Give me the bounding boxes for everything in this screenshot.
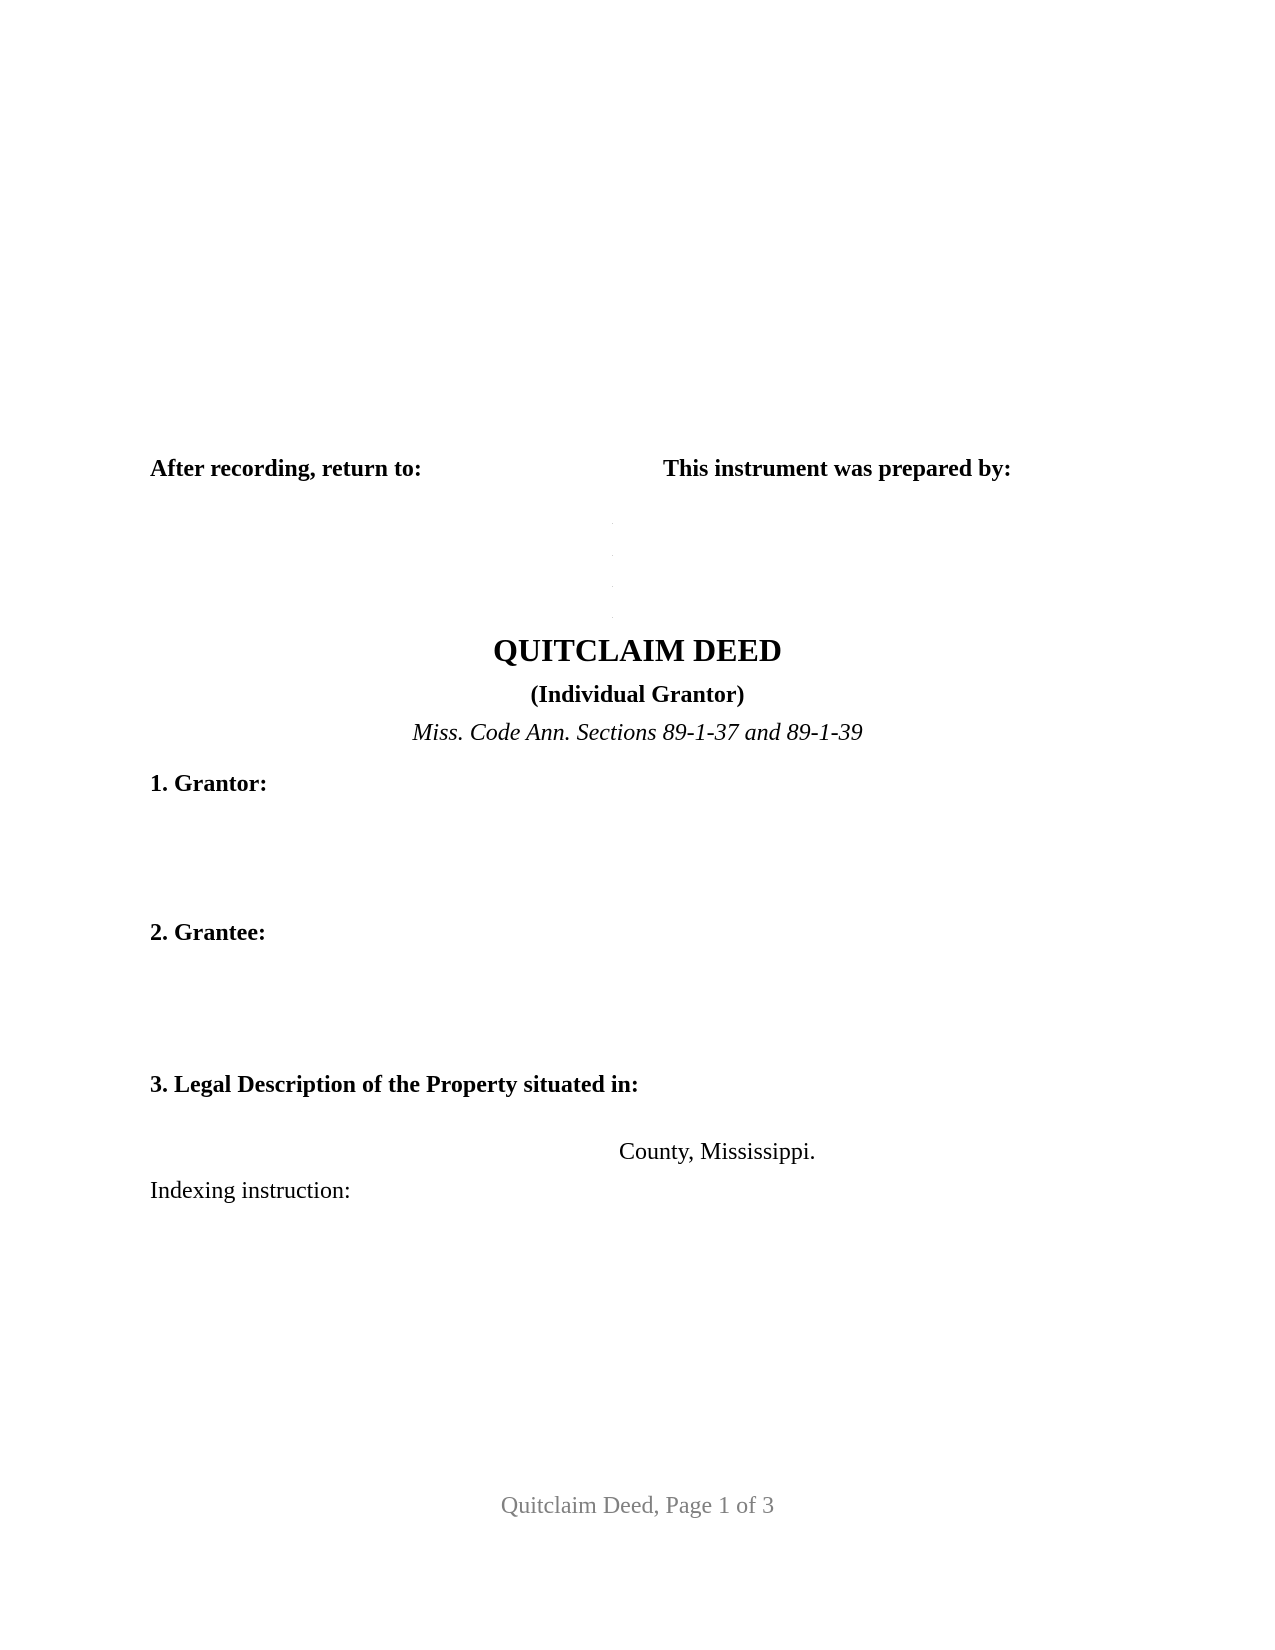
faint-mark [612, 523, 613, 524]
faint-mark [612, 586, 613, 587]
statute-reference: Miss. Code Ann. Sections 89-1-37 and 89-1-39 [412, 720, 863, 746]
page-footer: Quitclaim Deed, Page 1 of 3 [500, 1493, 775, 1519]
faint-mark [612, 617, 613, 618]
document-title: QUITCLAIM DEED [493, 632, 782, 668]
grantor-heading: 1. Grantor: [150, 771, 268, 797]
legal-description-heading: 3. Legal Description of the Property situated in: [150, 1072, 639, 1098]
return-to-label: After recording, return to: [150, 456, 422, 482]
prepared-by-label: This instrument was prepared by: [663, 456, 1012, 482]
grantee-heading: 2. Grantee: [150, 920, 266, 946]
faint-mark [612, 555, 613, 556]
county-line: County, Mississippi. [619, 1139, 816, 1165]
document-subtitle: (Individual Grantor) [530, 682, 745, 708]
indexing-instruction-label: Indexing instruction: [150, 1178, 351, 1204]
